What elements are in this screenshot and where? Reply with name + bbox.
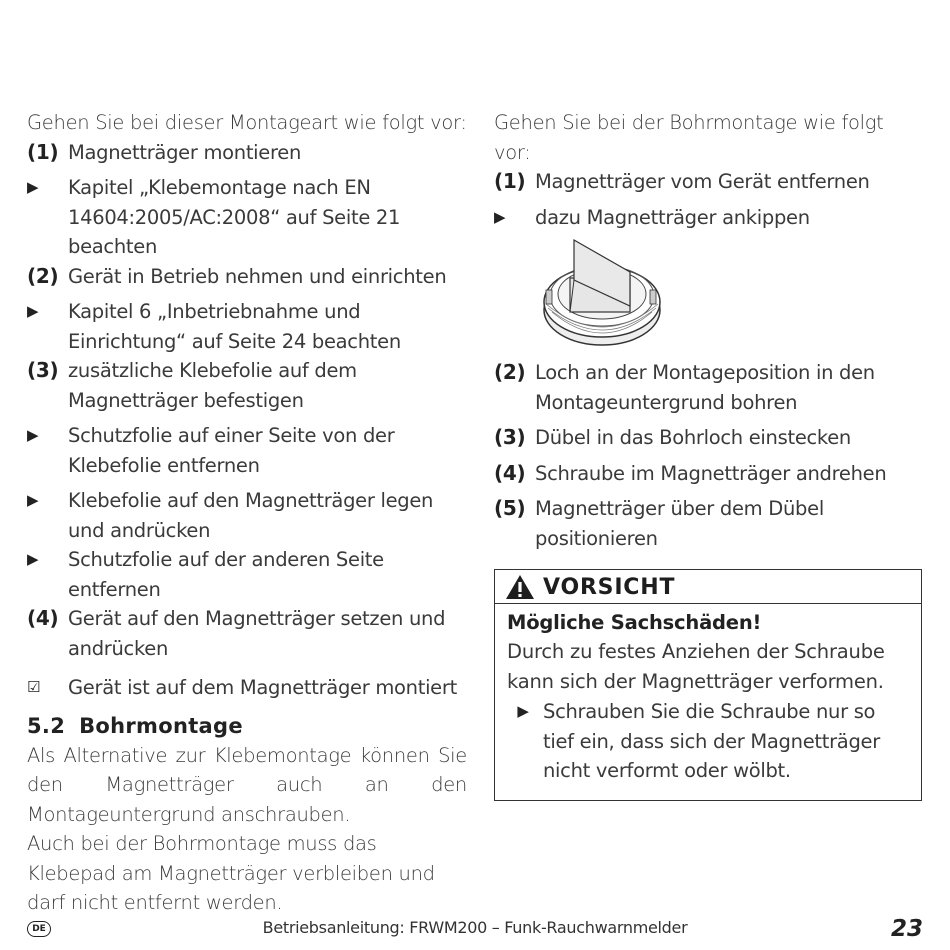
left-column [27,108,467,918]
step-item [27,138,467,168]
step-text: Gerät auf den Magnetträger setzen und andrücken [68,607,446,660]
bullet-text: Kapitel 6 „Inbetriebnahme und Einrichtung“ auf Seite 24 beachten [68,300,401,353]
warning-bullet-text: Schrauben Sie die Schraube nur so tief ein, dass sich der Magnetträger nicht verformt oder wölbt. [543,700,880,782]
result-item [27,673,467,703]
step-number: (2) [494,360,526,384]
step-item [494,167,924,197]
warning-title: VORSICHT [543,574,676,600]
warning-subtitle: Mögliche Sachschäden! [507,611,762,634]
intro-text: Gehen Sie bei dieser Montageart wie folgt vor: [27,111,467,134]
arrow-bullet-icon: ▶ [27,426,39,444]
body-paragraph: Auch bei der Bohrmontage muss das Klebepad am Magnetträger verbleiben und darf nicht entfernt werden. [27,832,435,914]
bullet-text: Kapitel „Klebemontage nach EN 14604:2005/AC:2008“ auf Seite 21 beachten [68,176,401,258]
step-text: Schraube im Magnetträger andrehen [535,461,887,485]
step-text: Magnetträger vom Gerät entfernen [535,170,870,193]
bullet-text: Klebefolie auf den Magnetträger legen und andrücken [68,489,434,542]
checkbox-checked-icon: ☑ [27,678,41,696]
result-text: Gerät ist auf dem Magnetträger montiert [68,676,457,699]
warning-text: Durch zu festes Anziehen der Schraube kann sich der Magnetträger verformen. [507,640,885,693]
step-number: (3) [27,358,59,382]
step-text: zusätzliche Klebefolie auf dem Magnetträger befestigen [68,359,357,412]
bullet-text: Schutzfolie auf einer Seite von der Klebefolie entfernen [68,424,395,477]
step-item [27,262,467,292]
step-item [27,356,467,415]
page-number: 23 [890,916,923,942]
warning-header [495,570,921,604]
warning-bullet [507,697,909,786]
step-number: (3) [494,425,526,449]
bullet-item [27,297,467,356]
arrow-bullet-icon: ▶ [27,178,39,196]
step-text: Magnetträger über dem Dübel positionieren [535,497,824,550]
step-number: (2) [27,263,59,288]
intro-text: Gehen Sie bei der Bohrmontage wie folgt vor: [494,111,884,164]
right-column [494,108,924,801]
step-item [494,358,924,417]
warning-triangle-icon [505,574,535,600]
step-number: (4) [494,460,526,485]
arrow-bullet-icon: ▶ [517,702,529,720]
section-title: Bohrmontage [79,713,243,738]
step-number: (1) [494,169,526,193]
step-text: Loch an der Montageposition in den Montageuntergrund bohren [535,361,875,414]
footer-title: Betriebsanleitung: FRWM200 – Funk-Rauchwarnmelder [262,918,688,937]
bullet-item [27,486,467,545]
bullet-item [27,545,467,604]
step-text: Magnetträger montieren [68,140,302,164]
step-number: (5) [494,496,526,520]
bullet-item [494,203,924,233]
step-item [494,459,924,489]
section-number: 5.2 [27,713,66,738]
step-text: Gerät in Betrieb nehmen und einrichten [68,264,447,288]
step-item [27,604,467,663]
arrow-bullet-icon: ▶ [27,491,39,509]
arrow-bullet-icon: ▶ [27,302,39,320]
step-item [494,494,924,553]
step-number: (1) [27,139,59,164]
magnet-holder-illustration [534,238,674,350]
bullet-text: dazu Magnetträger ankippen [535,205,810,229]
country-badge: DE [27,921,51,937]
step-text: Dübel in das Bohrloch einstecken [535,426,851,449]
section-heading [27,711,467,741]
page-footer [0,918,950,944]
arrow-bullet-icon: ▶ [494,207,506,226]
step-item [494,423,924,453]
body-paragraph: Als Alternative zur Klebemontage können Sie den Magnetträger auch an den Montageuntergrund anschrauben. [27,743,467,826]
warning-body [495,604,921,800]
bullet-item [27,173,467,262]
arrow-bullet-icon: ▶ [27,550,39,568]
warning-box [494,569,922,801]
bullet-text: Schutzfolie auf der anderen Seite entfernen [68,548,384,601]
bullet-item [27,421,467,480]
step-number: (4) [27,606,59,630]
